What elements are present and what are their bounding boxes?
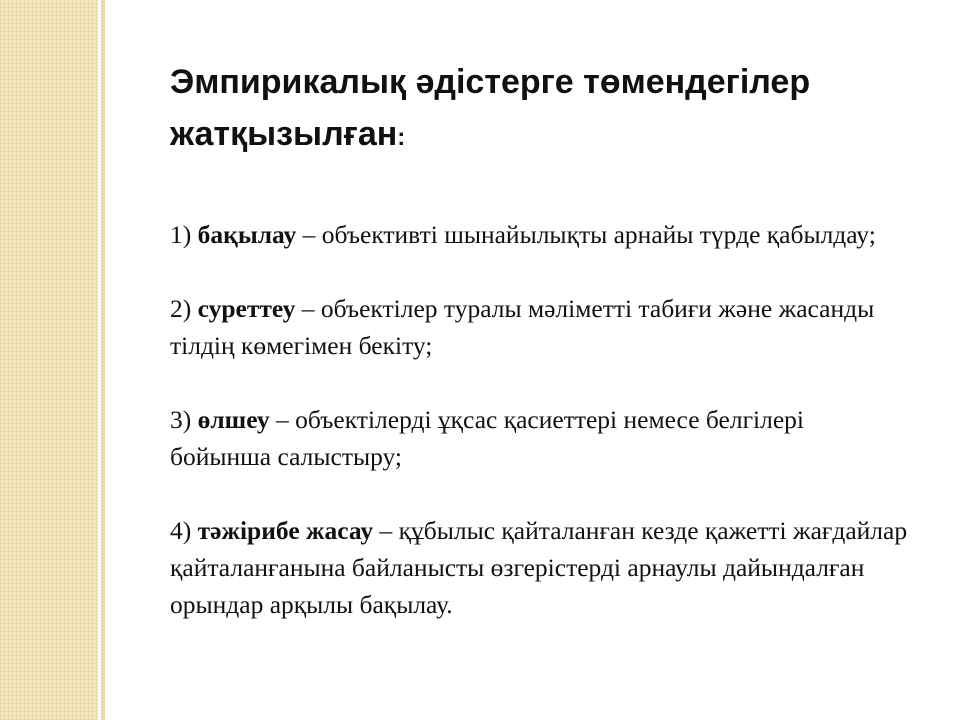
list-item-observation bbox=[170, 216, 910, 253]
item-term: тәжірибе жасау bbox=[197, 516, 374, 545]
item-term: өлшеу bbox=[197, 405, 270, 434]
slide-title bbox=[170, 56, 910, 164]
item-definition: – объектілерді ұқсас қасиеттері немесе белгілері бойынша салыстыру; bbox=[170, 405, 804, 471]
item-number: 1) bbox=[170, 220, 192, 249]
item-definition: – объектілер туралы мәліметті табиғи және жасанды тілдің көмегімен бекіту; bbox=[170, 294, 875, 360]
slide-title-text: Эмпирикалық әдістерге төмендегілер жатқызылған bbox=[170, 63, 811, 153]
list-item-experiment bbox=[170, 512, 910, 623]
item-definition: – құбылыс қайталанған кезде қажетті жағдайлар қайталанғанына байланысты өзгерістерді арнаулы дайындалған орындар арқылы бақылау. bbox=[170, 516, 908, 619]
decorative-side-band bbox=[0, 0, 98, 720]
item-number: 3) bbox=[170, 405, 192, 434]
item-term: суреттеу bbox=[197, 294, 296, 323]
slide-content bbox=[170, 56, 910, 660]
decorative-side-line bbox=[101, 0, 105, 720]
list-item-description bbox=[170, 290, 910, 364]
item-number: 2) bbox=[170, 294, 192, 323]
slide-title-colon: : bbox=[397, 124, 406, 151]
item-number: 4) bbox=[170, 516, 192, 545]
list-item-measurement bbox=[170, 401, 910, 475]
item-term: бақылау bbox=[197, 220, 297, 249]
item-definition: – объективті шынайылықты арнайы түрде қабылдау; bbox=[302, 220, 876, 249]
